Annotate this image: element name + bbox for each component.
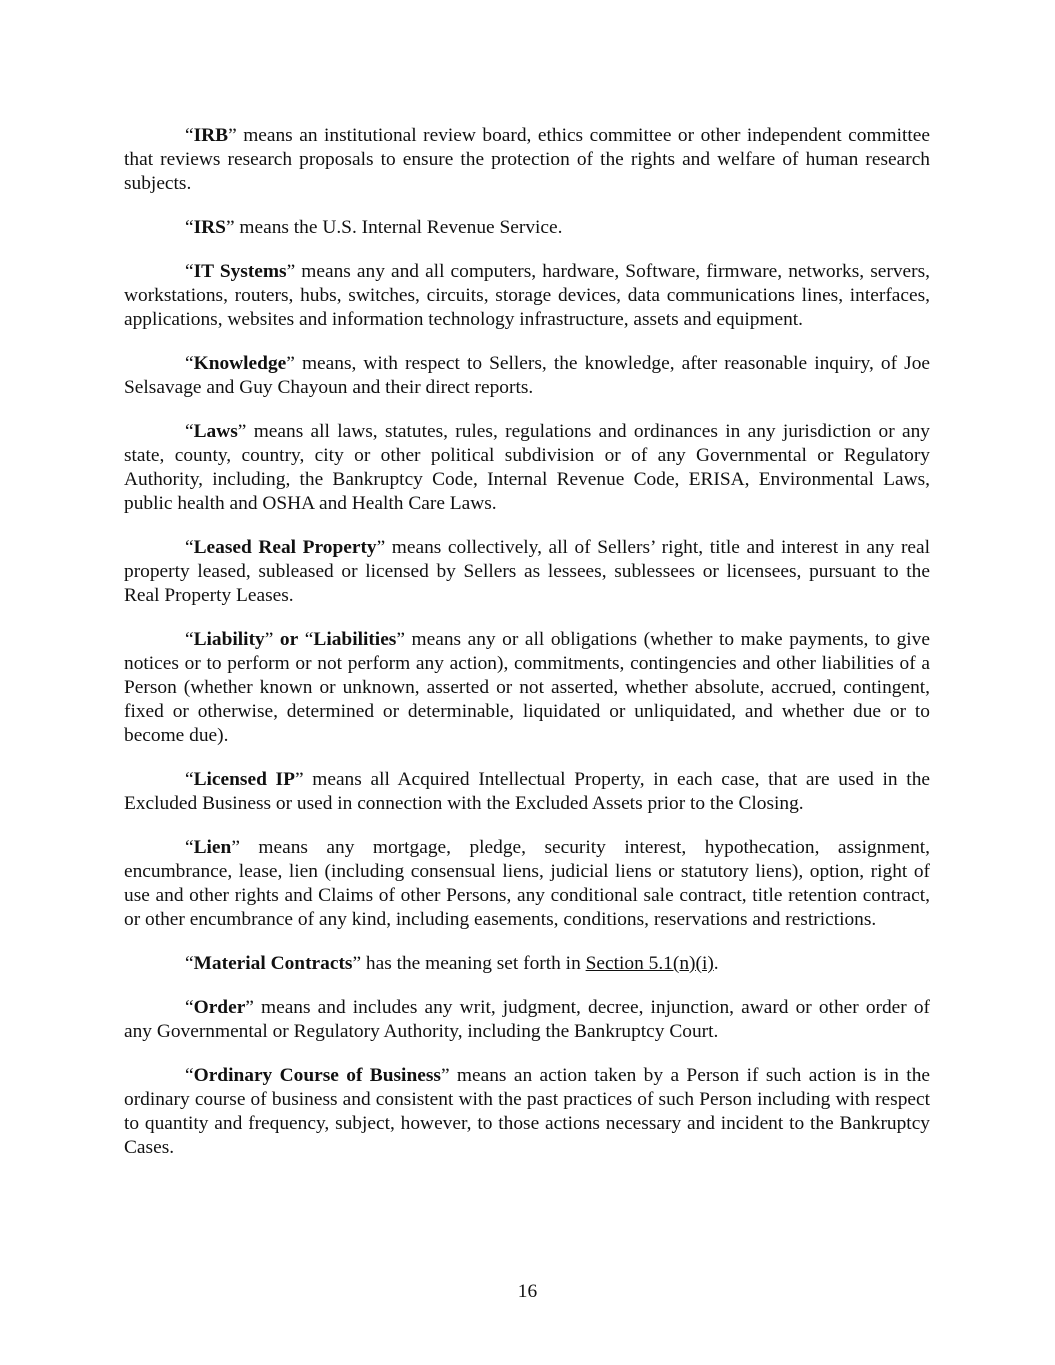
page-number: 16 [517, 1281, 538, 1302]
definition-irs: “IRS” means the U.S. Internal Revenue Service. [185, 217, 563, 238]
defined-term: Leased Real Property [193, 537, 377, 558]
definition-material-contracts: “Material Contracts” has the meaning set forth in Section 5.1(n)(i). [185, 953, 719, 974]
document-body [124, 124, 930, 1180]
defined-term: Licensed IP [193, 769, 295, 790]
definition-knowledge: “Knowledge” means, with respect to Sellers, the knowledge, after reasonable inquiry, of Joe Selsavage and Guy Chayoun and their direct reports. [124, 353, 930, 398]
definition-laws: “Laws” means all laws, statutes, rules, regulations and ordinances in any jurisdiction or any state, county, country, city or other political subdivision or of any Governmental or Regulatory Authority, including, the Bankruptcy Code, Internal Revenue Code, ERISA, Environmental Laws, public health and OSHA and Health Care Laws. [124, 421, 930, 514]
defined-term: Ordinary Course of Business [193, 1065, 441, 1086]
defined-term: Liability [193, 629, 265, 650]
defined-term: Laws [193, 421, 238, 442]
definition-ordinary-course-of-business: “Ordinary Course of Business” means an action taken by a Person if such action is in the ordinary course of business and consistent with the past practices of such Person including with respect to quantity and frequency, subject, however, to those actions necessary and incident to the Bankruptcy Cases. [124, 1065, 930, 1158]
definition-lien: “Lien” means any mortgage, pledge, security interest, hypothecation, assignment, encumbrance, lease, lien (including consensual liens, judicial liens or statutory liens), option, right of use and other rights and Claims of other Persons, any conditional sale contract, title retention contract, or other encumbrance of any kind, including easements, conditions, reservations and restrictions. [124, 837, 930, 930]
defined-term: IRS [193, 217, 226, 238]
defined-term: Lien [193, 837, 232, 858]
defined-term: Liabilities [313, 629, 397, 650]
defined-term: IRB [193, 125, 229, 146]
definition-liability: “Liability” or “Liabilities” means any or all obligations (whether to make payments, to give notices or to perform or not perform any action), commitments, contingencies and other liabilities of a Person (whether known or unknown, asserted or not asserted, whether absolute, accrued, contingent, fixed or otherwise, determined or determinable, liquidated or unliquidated, and whether due or to become due). [124, 629, 930, 746]
definition-leased-real-property: “Leased Real Property” means collectively, all of Sellers’ right, title and interest in any real property leased, subleased or licensed by Sellers as lessees, sublessees or licensees, pursuant to the Real Property Leases. [124, 537, 931, 606]
defined-term: Material Contracts [193, 953, 353, 974]
definition-irb: “IRB” means an institutional review board, ethics committee or other independent committee that reviews research proposals to ensure the protection of the rights and welfare of human research subjects. [124, 125, 930, 194]
definition-order: “Order” means and includes any writ, judgment, decree, injunction, award or other order of any Governmental or Regulatory Authority, including the Bankruptcy Court. [124, 997, 930, 1042]
defined-term: Order [193, 997, 246, 1018]
defined-term-connector: or [279, 629, 299, 650]
defined-term: IT Systems [193, 261, 287, 282]
definition-licensed-ip: “Licensed IP” means all Acquired Intellectual Property, in each case, that are used in the Excluded Business or used in connection with the Excluded Assets prior to the Closing. [124, 769, 930, 814]
definition-it-systems: “IT Systems” means any and all computers, hardware, Software, firmware, networks, servers, workstations, routers, hubs, switches, circuits, storage devices, data communications lines, interfaces, applications, websites and information technology infrastructure, assets and equipment. [124, 261, 930, 330]
section-reference: Section 5.1(n)(i) [585, 953, 714, 974]
defined-term: Knowledge [193, 353, 287, 374]
